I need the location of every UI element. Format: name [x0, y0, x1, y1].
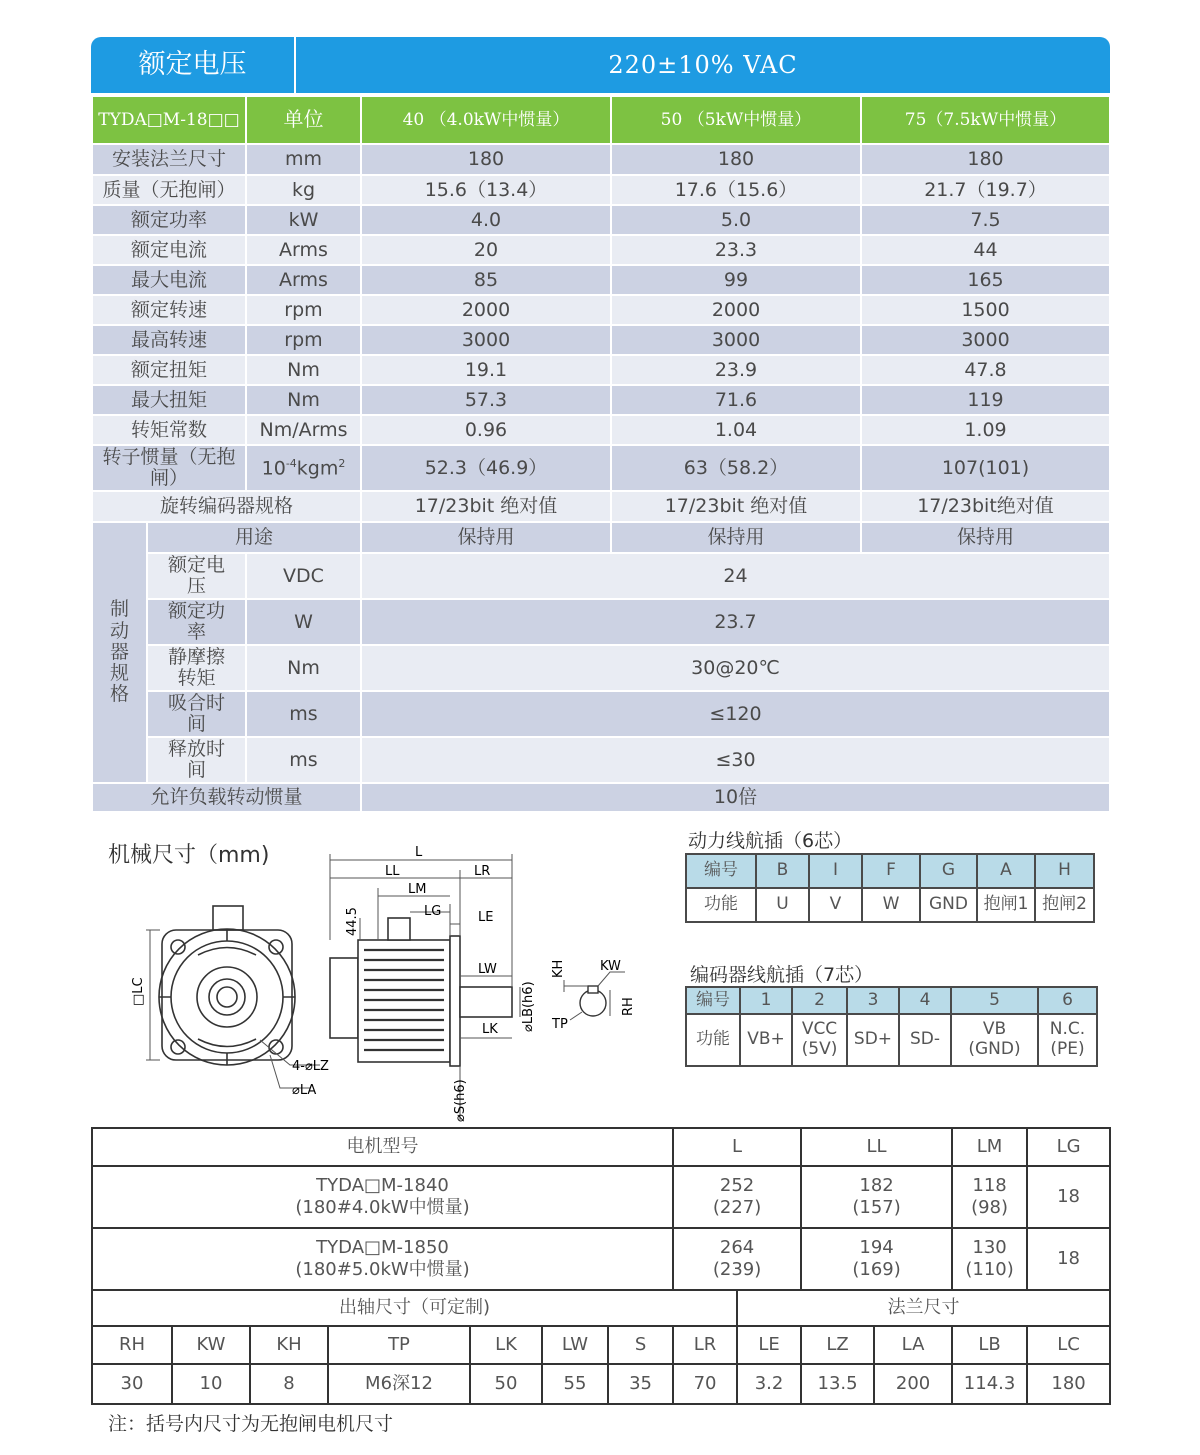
- brake-param-name: 静摩擦转矩: [147, 645, 246, 691]
- spec-row: [92, 265, 1110, 295]
- spec-row: [92, 491, 1110, 522]
- encoder-pin: 3: [847, 987, 899, 1014]
- param-value: 99: [611, 265, 861, 295]
- motor-dimension-drawing: [120, 840, 650, 1125]
- param-name: 最大扭矩: [92, 385, 246, 415]
- param-value: 17/23bit绝对值: [861, 491, 1110, 522]
- side-flange: [450, 936, 460, 1066]
- power-pin: B: [756, 854, 809, 888]
- param-value: 63（58.2）: [611, 445, 861, 491]
- la-label: ⌀LA: [292, 1083, 317, 1098]
- param-value: 3000: [361, 325, 611, 355]
- dim-model: TYDA□M-1850 (180#5.0kW中惯量): [92, 1228, 673, 1290]
- dim-col-head: RH: [92, 1326, 172, 1364]
- power-connector-title: 动力线航插（6芯）: [688, 830, 853, 852]
- power-pin: F: [862, 854, 920, 888]
- param-value: 85: [361, 265, 611, 295]
- param-value: 180: [361, 144, 611, 175]
- lc-label: □LC: [131, 977, 146, 1006]
- param-value: 3000: [861, 325, 1110, 355]
- dim-col-value: 70: [673, 1364, 737, 1404]
- brake-param-unit: W: [246, 599, 361, 645]
- dim-col-value: 13.5: [801, 1364, 874, 1404]
- spec-header-row: [92, 96, 1110, 144]
- param-value: 5.0: [611, 205, 861, 235]
- encoder-func: SD-: [899, 1014, 951, 1066]
- flange-group-label: 法兰尺寸: [737, 1290, 1110, 1326]
- encoder-func: VCC (5V): [792, 1014, 847, 1066]
- dim-head: LM: [952, 1128, 1027, 1166]
- param-name: 转矩常数: [92, 415, 246, 445]
- param-value: 20: [361, 235, 611, 265]
- lg-label: LG: [424, 904, 442, 919]
- spec-row: [92, 175, 1110, 205]
- front-connector: [213, 906, 243, 930]
- dim-head: L: [673, 1128, 801, 1166]
- param-unit: Nm: [246, 355, 361, 385]
- brake-param-value: ≤120: [361, 691, 1110, 737]
- dim-col-head: KH: [250, 1326, 328, 1364]
- power-pin-header: 编号: [686, 854, 756, 888]
- param-unit: Arms: [246, 235, 361, 265]
- rated-voltage-label: 额定电压: [138, 49, 247, 80]
- brake-param-value: 30@20℃: [361, 645, 1110, 691]
- param-unit: mm: [246, 144, 361, 175]
- dim-col-head: LB: [952, 1326, 1027, 1364]
- brake-param-unit: ms: [246, 737, 361, 783]
- spec-row: [92, 445, 1110, 491]
- brake-param-name: 额定电压: [147, 553, 246, 599]
- lm-label: LM: [408, 882, 427, 897]
- spec-row: [92, 235, 1110, 265]
- dim-col-value: 200: [874, 1364, 952, 1404]
- param-unit: kg: [246, 175, 361, 205]
- dim-head: LL: [801, 1128, 952, 1166]
- spec-row: [92, 522, 1110, 553]
- param-name: 额定电流: [92, 235, 246, 265]
- dim-col-value: 30: [92, 1364, 172, 1404]
- power-pin: H: [1035, 854, 1094, 888]
- power-func: GND: [920, 888, 977, 922]
- model-40-header: 40 （4.0kW中惯量）: [361, 96, 611, 144]
- power-func: W: [862, 888, 920, 922]
- dim-row: [92, 1228, 1110, 1290]
- s-label: ⌀S(h6): [453, 1079, 468, 1122]
- param-unit: Nm/Arms: [246, 415, 361, 445]
- dim-value: 252 (227): [673, 1166, 801, 1228]
- dim-value: 264 (239): [673, 1228, 801, 1290]
- model-50-header: 50 （5kW中惯量）: [611, 96, 861, 144]
- param-value: 180: [861, 144, 1110, 175]
- power-pin: I: [809, 854, 862, 888]
- spec-row: [92, 144, 1110, 175]
- param-value: 19.1: [361, 355, 611, 385]
- encoder-func-header: 功能: [686, 1014, 740, 1066]
- dim-col-value: M6深12: [328, 1364, 470, 1404]
- brake-usage-value: 保持用: [861, 522, 1110, 553]
- param-value: 15.6（13.4）: [361, 175, 611, 205]
- brake-param-name: 释放时间: [147, 737, 246, 783]
- param-value: 1.09: [861, 415, 1110, 445]
- power-func: 抱闸2: [1035, 888, 1094, 922]
- spec-row: [92, 691, 1110, 737]
- ll-label: LL: [385, 864, 400, 879]
- dim-col-value: 50: [470, 1364, 542, 1404]
- power-pin: A: [977, 854, 1035, 888]
- param-name: 额定功率: [92, 205, 246, 235]
- rh-label: RH: [621, 997, 636, 1016]
- dim-col-head: LA: [874, 1326, 952, 1364]
- spec-row: [92, 737, 1110, 783]
- power-func: V: [809, 888, 862, 922]
- kw-label: KW: [600, 959, 621, 974]
- param-value: 2000: [611, 295, 861, 325]
- encoder-pin: 6: [1038, 987, 1097, 1014]
- brake-usage-value: 保持用: [611, 522, 861, 553]
- dim-44-5-label: 44.5: [345, 907, 360, 936]
- dim-col-value: 10: [172, 1364, 250, 1404]
- dim-col-head: LZ: [801, 1326, 874, 1364]
- dim-col-head: S: [608, 1326, 673, 1364]
- spec-row: [92, 645, 1110, 691]
- param-value: 0.96: [361, 415, 611, 445]
- lk-label: LK: [482, 1022, 498, 1037]
- shaft-key-section: [580, 990, 606, 1016]
- brake-param-name: 吸合时间: [147, 691, 246, 737]
- spec-row: [92, 355, 1110, 385]
- side-shaft: [460, 987, 512, 1017]
- model-header: TYDA□M-18□□: [92, 96, 246, 144]
- dimension-table: [91, 1127, 1111, 1405]
- dim-value: 130 (110): [952, 1228, 1027, 1290]
- param-value: 21.7（19.7）: [861, 175, 1110, 205]
- spec-row: [92, 783, 1110, 812]
- encoder-connector-table: [685, 986, 1098, 1067]
- param-name: 旋转编码器规格: [92, 491, 361, 522]
- param-name: 额定转速: [92, 295, 246, 325]
- dim-head: LG: [1027, 1128, 1110, 1166]
- param-value: 3000: [611, 325, 861, 355]
- footnote: 注：括号内尺寸为无抱闸电机尺寸: [108, 1413, 394, 1435]
- param-value: 57.3: [361, 385, 611, 415]
- dim-row: [92, 1290, 1110, 1326]
- brake-usage-value: 保持用: [361, 522, 611, 553]
- spec-row: [92, 205, 1110, 235]
- param-unit: Nm: [246, 385, 361, 415]
- encoder-pin: 5: [951, 987, 1038, 1014]
- dim-col-head: LK: [470, 1326, 542, 1364]
- encoder-pin: 1: [740, 987, 792, 1014]
- dim-row: [92, 1166, 1110, 1228]
- brake-param-value: 23.7: [361, 599, 1110, 645]
- encoder-pin: 2: [792, 987, 847, 1014]
- dim-value: 18: [1027, 1166, 1110, 1228]
- spec-row: [92, 553, 1110, 599]
- spec-row: [92, 385, 1110, 415]
- brake-usage-label: 用途: [147, 522, 361, 553]
- brake-param-value: ≤30: [361, 737, 1110, 783]
- param-name: 安装法兰尺寸: [92, 144, 246, 175]
- spec-row: [92, 599, 1110, 645]
- spec-row: [92, 415, 1110, 445]
- param-unit: rpm: [246, 295, 361, 325]
- power-connector-table: [685, 853, 1095, 923]
- spec-table: [91, 95, 1111, 813]
- brake-param-unit: VDC: [246, 553, 361, 599]
- dim-col-head: LR: [673, 1326, 737, 1364]
- param-unit: Arms: [246, 265, 361, 295]
- param-value: 17/23bit 绝对值: [611, 491, 861, 522]
- encoder-pin: 4: [899, 987, 951, 1014]
- dim-col-head: LC: [1027, 1326, 1110, 1364]
- param-value: 107(101): [861, 445, 1110, 491]
- mech-dimension-title: 机械尺寸（mm): [108, 843, 270, 868]
- dim-col-value: 114.3: [952, 1364, 1027, 1404]
- brake-param-value: 24: [361, 553, 1110, 599]
- dim-value: 182 (157): [801, 1166, 952, 1228]
- dim-model: TYDA□M-1840 (180#4.0kW中惯量): [92, 1166, 673, 1228]
- dim-head: 电机型号: [92, 1128, 673, 1166]
- encoder-func: VB (GND): [951, 1014, 1038, 1066]
- param-unit: $10^{-4}kgm^2$: [246, 445, 361, 491]
- param-name: 质量（无抱闸）: [92, 175, 246, 205]
- spec-row: [92, 295, 1110, 325]
- param-value: 17/23bit 绝对值: [361, 491, 611, 522]
- rated-voltage-value: 220±10% VAC: [608, 51, 798, 79]
- brake-param-unit: ms: [246, 691, 361, 737]
- param-value: 23.3: [611, 235, 861, 265]
- kh-label: KH: [551, 959, 566, 978]
- param-value: 2000: [361, 295, 611, 325]
- shaft-group-label: 出轴尺寸（可定制): [92, 1290, 737, 1326]
- dim-col-value: 180: [1027, 1364, 1110, 1404]
- lb-label: ⌀LB(h6): [521, 981, 536, 1032]
- param-unit: kW: [246, 205, 361, 235]
- param-value: 165: [861, 265, 1110, 295]
- param-value: 47.8: [861, 355, 1110, 385]
- brake-param-name: 额定功率: [147, 599, 246, 645]
- power-pin: G: [920, 854, 977, 888]
- le-label: LE: [478, 910, 494, 925]
- encoder-func: SD+: [847, 1014, 899, 1066]
- param-value: 119: [861, 385, 1110, 415]
- dim-col-value: 55: [542, 1364, 608, 1404]
- tp-label: TP: [552, 1017, 568, 1032]
- encoder-pin-header: 编号: [686, 987, 740, 1014]
- param-name: 额定扭矩: [92, 355, 246, 385]
- param-value: 17.6（15.6）: [611, 175, 861, 205]
- param-value: 44: [861, 235, 1110, 265]
- dim-col-value: 35: [608, 1364, 673, 1404]
- power-func: 抱闸1: [977, 888, 1035, 922]
- param-value: 4.0: [361, 205, 611, 235]
- unit-header: 单位: [246, 96, 361, 144]
- model-75-header: 75（7.5kW中惯量）: [861, 96, 1110, 144]
- dim-col-value: 3.2: [737, 1364, 801, 1404]
- param-value: 23.9: [611, 355, 861, 385]
- param-name: 允许负载转动惯量: [92, 783, 361, 812]
- side-connector: [388, 918, 410, 940]
- brake-param-unit: Nm: [246, 645, 361, 691]
- dim-row: [92, 1326, 1110, 1364]
- dim-value: 18: [1027, 1228, 1110, 1290]
- param-name: 最大电流: [92, 265, 246, 295]
- param-unit: rpm: [246, 325, 361, 355]
- param-name: 最高转速: [92, 325, 246, 355]
- param-value: 1500: [861, 295, 1110, 325]
- dim-value: 194 (169): [801, 1228, 952, 1290]
- param-value: 180: [611, 144, 861, 175]
- spec-row: [92, 325, 1110, 355]
- power-func-header: 功能: [686, 888, 756, 922]
- lr-label: LR: [474, 864, 491, 879]
- param-value: 71.6: [611, 385, 861, 415]
- encoder-func: VB+: [740, 1014, 792, 1066]
- dim-col-value: 8: [250, 1364, 328, 1404]
- dim-row: [92, 1364, 1110, 1404]
- dim-col-head: LE: [737, 1326, 801, 1364]
- lw-label: LW: [478, 962, 497, 977]
- dim-col-head: LW: [542, 1326, 608, 1364]
- dim-col-head: TP: [328, 1326, 470, 1364]
- encoder-func: N.C. (PE): [1038, 1014, 1097, 1066]
- side-rear-cover: [330, 958, 358, 1038]
- l-label: L: [415, 845, 423, 860]
- param-value: 1.04: [611, 415, 861, 445]
- param-value: 52.3（46.9）: [361, 445, 611, 491]
- param-value: 7.5: [861, 205, 1110, 235]
- power-func: U: [756, 888, 809, 922]
- encoder-connector-title: 编码器线航插（7芯）: [690, 964, 874, 986]
- param-value: 10倍: [361, 783, 1110, 812]
- brake-spec-side-label: 制 动 器 规 格: [92, 522, 147, 783]
- param-name: 转子惯量（无抱闸）: [92, 445, 246, 491]
- dim-value: 118 (98): [952, 1166, 1027, 1228]
- dim-row: [92, 1128, 1110, 1166]
- lz-label: 4-⌀LZ: [292, 1059, 329, 1074]
- rated-voltage-header: [91, 37, 1110, 93]
- dim-col-head: KW: [172, 1326, 250, 1364]
